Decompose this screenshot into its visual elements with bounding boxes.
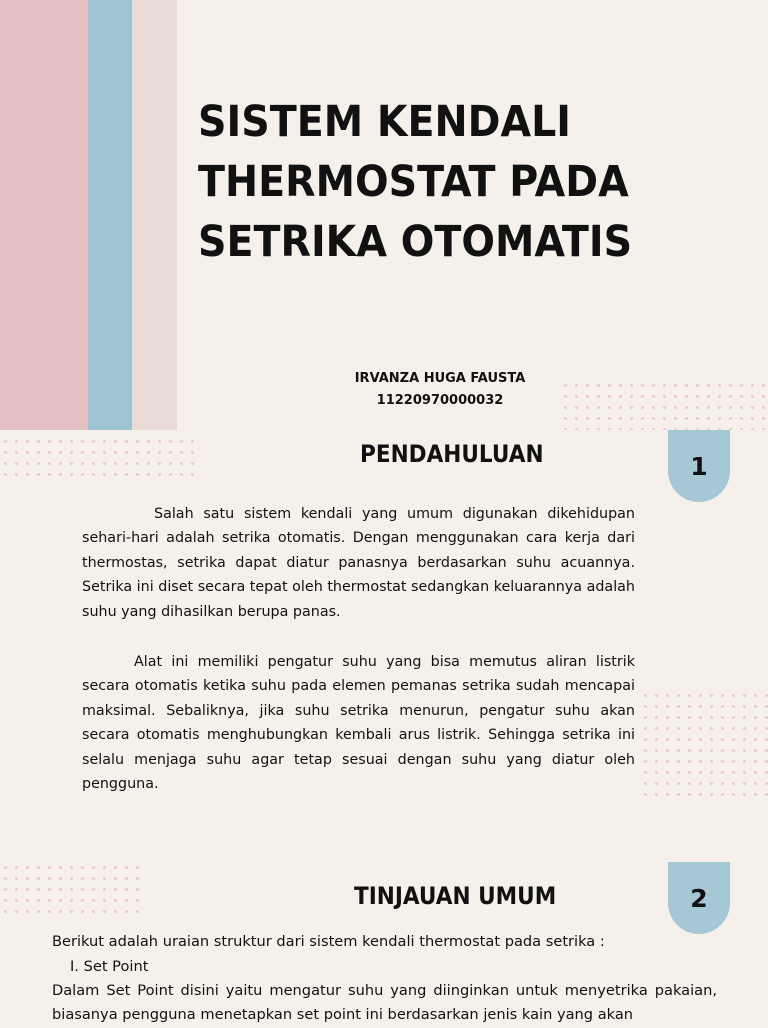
paragraph: Dalam Set Point disini yaitu mengatur suhu yang diinginkan untuk menyetrika pakaian, biasanya pengguna menetapkan set point ini berdasarkan jenis kain yang akan [52,982,717,1024]
decor-stripe-pink [0,0,88,430]
author-id: 11220970000032 [376,393,504,408]
title-line: THERMOSTAT PADA [198,157,629,207]
decor-dots [560,380,768,430]
author-name: IRVANZA HUGA FAUSTA [354,371,526,386]
list-item-set-point: I. Set Point [70,958,149,975]
decor-stripe-blue [88,0,132,430]
document-title [198,92,695,272]
section-number-badge: 2 [668,862,730,934]
decor-stripe-beige [132,0,177,430]
section-heading-pendahuluan: PENDAHULUAN [360,440,544,468]
title-line: SISTEM KENDALI [198,97,572,147]
section-intro: Berikut adalah uraian struktur dari sistem kendali thermostat pada setrika : [52,933,605,950]
decor-dots [0,436,200,482]
paragraph: Alat ini memiliki pengatur suhu yang bisa memutus aliran listrik secara otomatis ketika suhu pada elemen pemanas setrika sudah mencapai maksimal. Sebaliknya, jika suhu setrika menurun, pengatur suhu akan secara otomatis menghubungkan kembali arus listrik. Sehingga setrika ini selalu menjaga suhu agar tetap sesuai dengan suhu yang diatur oleh pengguna. [82,654,635,793]
title-line: SETRIKA OTOMATIS [198,217,633,267]
paragraph: Salah satu sistem kendali yang umum digunakan dikehidupan sehari-hari adalah setrika otomatis. Dengan menggunakan cara kerja dari thermostas, setrika dapat diatur panasnya berdasarkan suhu acuannya. Setrika ini diset secara tepat oleh thermostat sedangkan keluarannya adalah suhu yang dihasilkan berupa panas. [82,506,635,620]
section-number-badge: 1 [668,430,730,502]
decor-dots [0,862,140,920]
decor-dots [640,690,768,800]
section-heading-tinjauan-umum: TINJAUAN UMUM [354,882,557,910]
author-block [300,368,580,412]
